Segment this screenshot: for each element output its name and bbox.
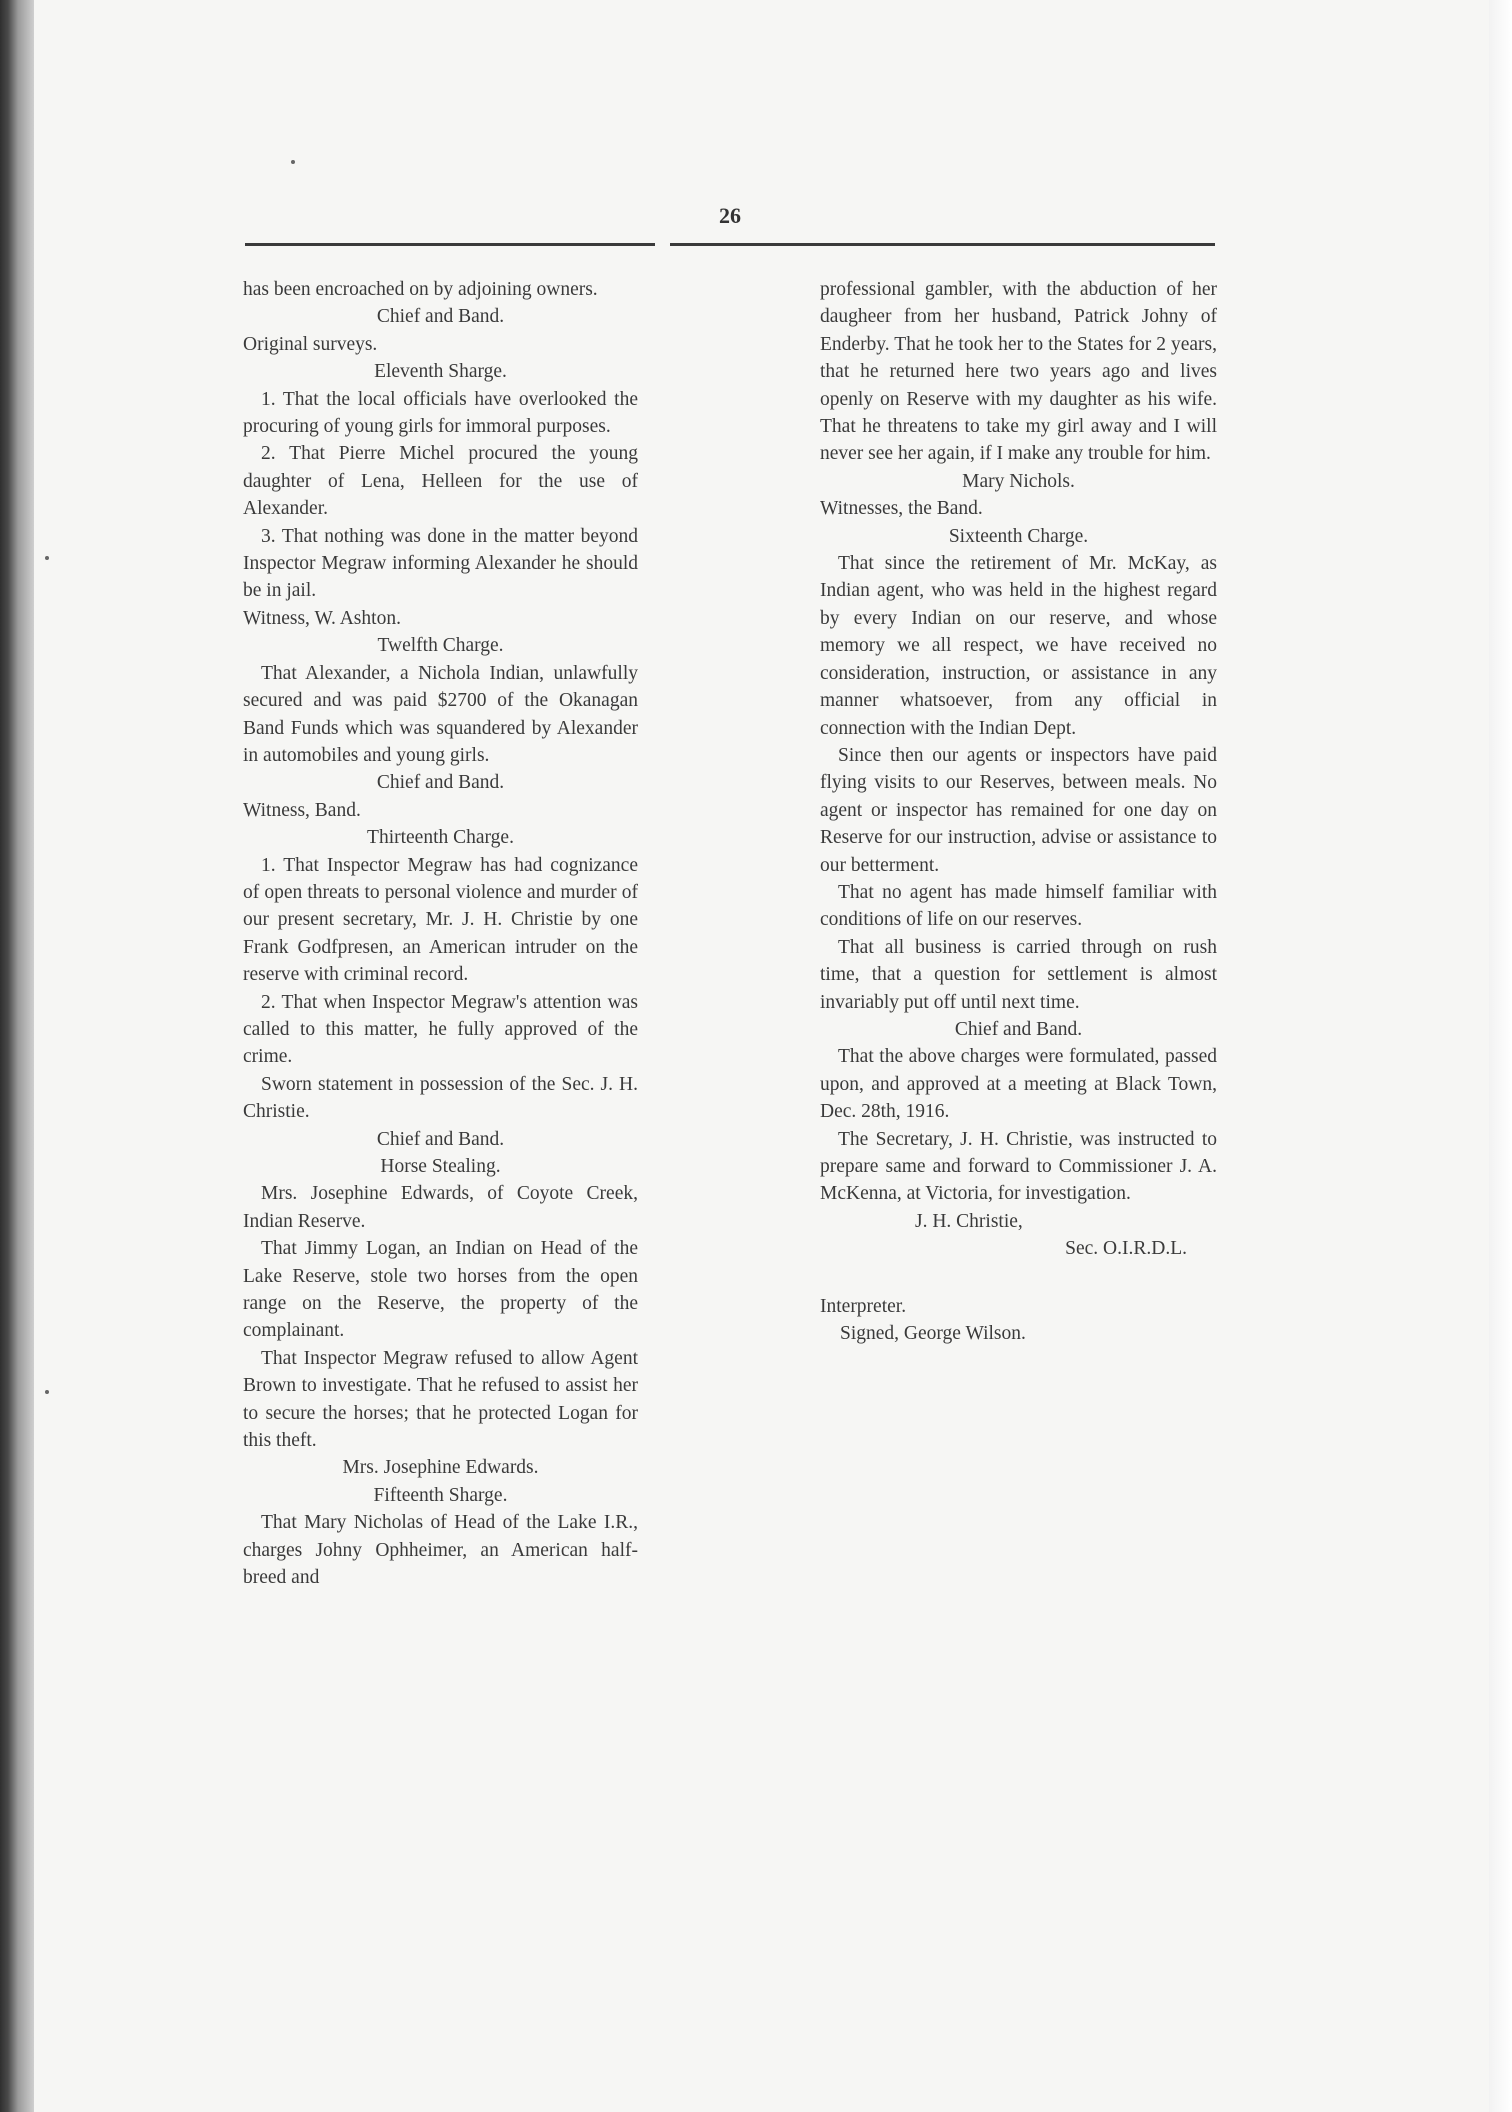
paragraph: J. H. Christie, [915, 1210, 1023, 1232]
page-number: 26 [719, 203, 741, 228]
book-binding-shadow [0, 0, 34, 2112]
paragraph: Sworn statement in possession of the Sec. J. H. Christie. [243, 1073, 638, 1123]
paragraph: That Mary Nicholas of Head of the Lake I.R., charges Johny Ophheimer, an American half-breed and [243, 1512, 638, 1589]
paper-speck [45, 1390, 49, 1394]
paragraph: 2. That Pierre Michel procured the young daughter of Lena, Helleen for the use of Alexander. [243, 443, 638, 520]
header-rule-left [245, 243, 655, 246]
paragraph: Mrs. Josephine Edwards, of Coyote Creek, Indian Reserve. [243, 1183, 638, 1232]
paragraph: Witness, Band. [243, 799, 361, 821]
paragraph: 1. That Inspector Megraw has had cognizance of open threats to personal violence and murder of our present secretary, Mr. J. H. Christie by one Frank Godfpresen, an American intruder on the reserve with criminal record. [243, 854, 638, 986]
left-text-column [243, 276, 638, 1592]
paragraph: has been encroached on by adjoining owners. [243, 279, 598, 300]
paragraph: The Secretary, J. H. Christie, was instructed to prepare same and forward to Commissioner J. A. McKenna, at Victoria, for investigation. [820, 1128, 1217, 1205]
paper-speck [291, 160, 295, 164]
paragraph: Chief and Band. [376, 306, 505, 328]
paragraph: That Inspector Megraw refused to allow Agent Brown to investigate. That he refused to assist her to secure the horses; that he protected Logan for this theft. [243, 1347, 638, 1452]
paragraph: Chief and Band. [954, 1018, 1083, 1040]
paragraph: Mrs. Josephine Edwards. [342, 1457, 539, 1479]
paragraph: 1. That the local officials have overlooked the procuring of young girls for immoral purposes. [243, 388, 638, 438]
paper-speck [45, 556, 49, 560]
paragraph: Twelfth Charge. [377, 635, 504, 657]
paragraph: Chief and Band. [376, 772, 505, 794]
paragraph: Interpreter. [820, 1295, 907, 1317]
paragraph: Horse Stealing. [380, 1156, 501, 1177]
paragraph: Chief and Band. [376, 1128, 505, 1150]
paragraph: That Jimmy Logan, an Indian on Head of the Lake Reserve, stole two horses from the open range on the Reserve, the property of the complainant. [243, 1238, 638, 1342]
paragraph: Original surveys. [243, 333, 378, 355]
paragraph: Sec. O.I.R.D.L. [1065, 1238, 1187, 1260]
paragraph: Witnesses, the Band. [820, 498, 983, 520]
paragraph: Since then our agents or inspectors have paid flying visits to our Reserves, between meals. No agent or inspector has remained for one day on Reserve for our instruction, advise or assistance to our betterment. [820, 744, 1217, 876]
paragraph: That all business is carried through on rush time, that a question for settlement is almost invariably put off until next time. [820, 936, 1217, 1013]
right-text-column [820, 276, 1217, 1347]
paragraph: That the above charges were formulated, passed upon, and approved at a meeting at Black Town, Dec. 28th, 1916. [820, 1046, 1217, 1123]
paragraph: Sixteenth Charge. [948, 525, 1089, 547]
paragraph: 2. That when Inspector Megraw's attention was called to this matter, he fully approved of the crime. [243, 991, 638, 1068]
paragraph: Fifteenth Sharge. [373, 1484, 508, 1506]
paragraph: That Alexander, a Nichola Indian, unlawfully secured and was paid $2700 of the Okanagan Band Funds which was squandered by Alexander in automobiles and young girls. [243, 662, 638, 766]
paragraph: Thirteenth Charge. [367, 827, 514, 849]
paragraph: Eleventh Sharge. [374, 361, 507, 383]
paragraph: Signed, George Wilson. [840, 1323, 1026, 1345]
paragraph: That no agent has made himself familiar with conditions of life on our reserves. [820, 881, 1217, 931]
paragraph: Witness, W. Ashton. [243, 607, 401, 629]
page-right-edge [1489, 0, 1512, 2112]
paragraph: professional gambler, with the abduction of her daugheer from her husband, Patrick Johny of Enderby. That he took her to the States for 2 years, that he returned here two years ago and lives openly on Reserve with my daughter as his wife. That he threatens to take my girl away and I will never see her again, if I make any trouble for him. [820, 279, 1217, 465]
paragraph: That since the retirement of Mr. McKay, as Indian agent, who was held in the highest regard by every Indian on our reserve, and whose memory we all respect, we have received no consideration, instruction, or assistance in any manner whatsoever, from any official in connection with the Indian Dept. [820, 553, 1217, 739]
header-rule-right [670, 243, 1215, 246]
paragraph: 3. That nothing was done in the matter beyond Inspector Megraw informing Alexander he should be in jail. [243, 525, 638, 602]
paragraph: Mary Nichols. [962, 470, 1075, 492]
